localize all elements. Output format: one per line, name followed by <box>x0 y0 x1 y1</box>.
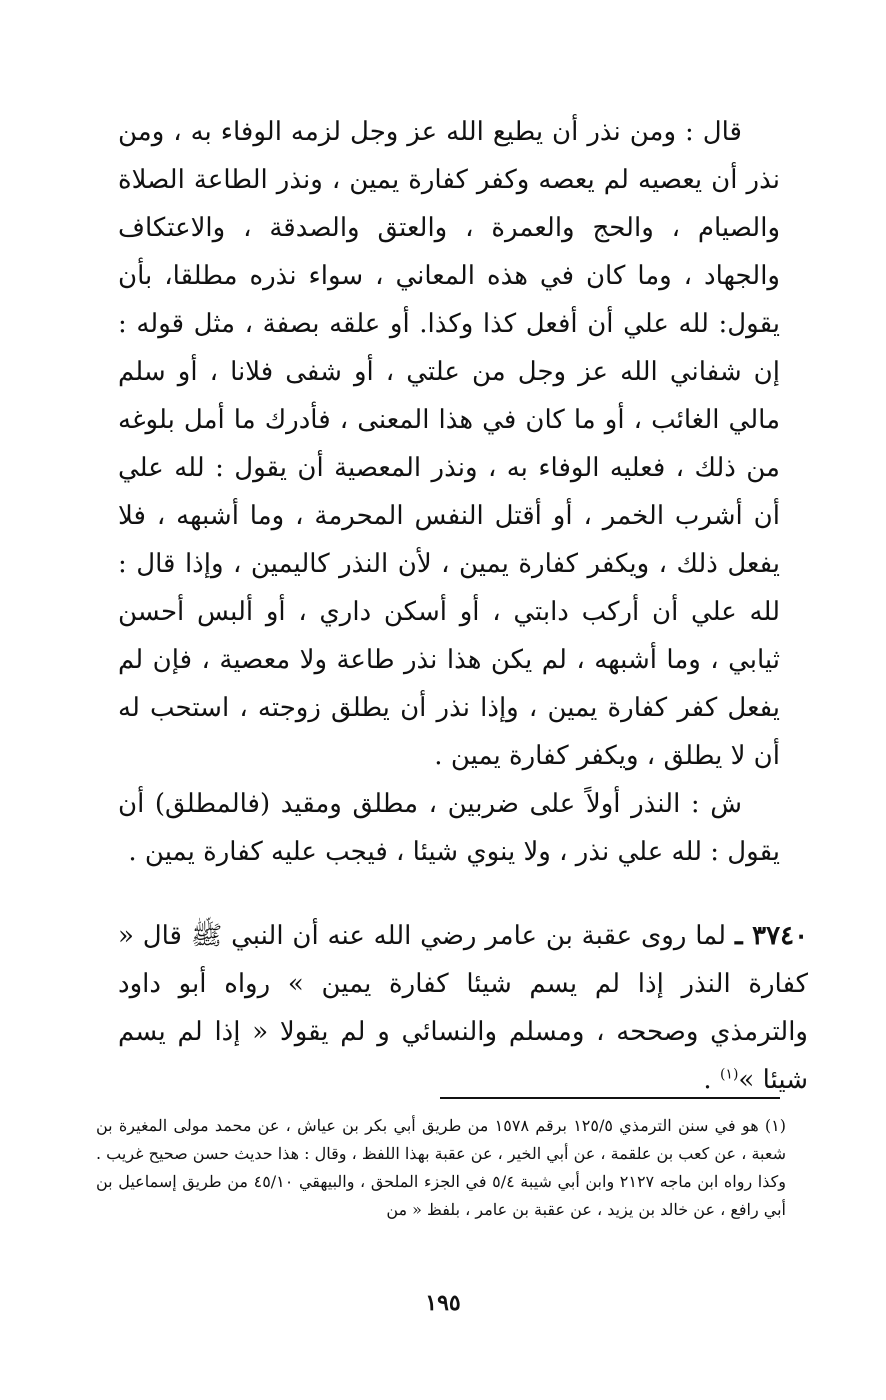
footnote-text: (١) هو في سنن الترمذي ١٢٥/٥ برقم ١٥٧٨ من طريق أبي بكر بن عياش ، عن محمد مولى المغيرة بن شعبة ، عن كعب بن علقمة ، عن أبي الخير ، عن عقبة بهذا اللفظ ، وقال : هذا حديث حسن صحيح غريب . وكذا رواه ابن ماجه ٢١٢٧ وابن أبي شيبة ٥/٤ في الجزء الملحق ، والبيهقي ٤٥/١٠ من طريق إسماعيل بن أبي رافع ، عن خالد بن يزيد ، عن عقبة بن عامر ، بلفظ « من <box>96 1116 787 1219</box>
hadith-entry <box>118 912 808 1104</box>
page-number: ١٩٥ <box>425 1290 461 1316</box>
footnote-marker: (١) <box>719 1066 739 1083</box>
honorific-symbol: ﷺ <box>190 921 223 951</box>
commentary-paragraph-2: ش : النذر أولاً على ضربين ، مطلق ومقيد (فالمطلق) أن يقول : لله علي نذر ، ولا ينوي شيئا ، فيجب عليه كفارة يمين . <box>118 789 780 867</box>
hadith-text-part-2: قال « كفارة النذر إذا لم يسم شيئا كفارة يمين » رواه أبو داود والترمذي وصححه ، ومسلم والنسائي و لم يقولا « إذا لم يسم شيئا » <box>118 921 808 1095</box>
footnote-block <box>96 1112 786 1224</box>
main-text-block <box>118 108 780 876</box>
footnote-divider <box>440 1097 780 1099</box>
hadith-number: ٣٧٤٠ ـ <box>734 921 809 951</box>
hadith-text-part-1: لما روى عقبة بن عامر رضي الله عنه أن النبي <box>231 921 727 951</box>
commentary-paragraph-1: قال : ومن نذر أن يطيع الله عز وجل لزمه الوفاء به ، ومن نذر أن يعصيه لم يعصه وكفر كفارة يمين ، ونذر الطاعة الصلاة والصيام ، والحج والعمرة ، والعتق والصدقة ، والاعتكاف والجهاد ، وما كان في هذه المعاني ، سواء نذره مطلقا، بأن يقول: لله علي أن أفعل كذا وكذا. أو علقه بصفة ، مثل قوله : إن شفاني الله عز وجل من علتي ، أو شفى فلانا ، أو سلم مالي الغائب ، أو ما كان في هذا المعنى ، فأدرك ما أمل بلوغه من ذلك ، فعليه الوفاء به ، ونذر المعصية أن يقول : لله علي أن أشرب الخمر ، أو أقتل النفس المحرمة ، وما أشبهه ، فلا يفعل ذلك ، ويكفر كفارة يمين ، لأن النذر كاليمين ، وإذا قال : لله علي أن أركب دابتي ، أو أسكن داري ، أو ألبس أحسن ثيابي ، وما أشبهه ، لم يكن هذا نذر طاعة ولا معصية ، فإن لم يفعل كفر كفارة يمين ، وإذا نذر أن يطلق زوجته ، استحب له أن لا يطلق ، ويكفر كفارة يمين . <box>118 117 780 771</box>
hadith-ending: . <box>703 1065 712 1095</box>
